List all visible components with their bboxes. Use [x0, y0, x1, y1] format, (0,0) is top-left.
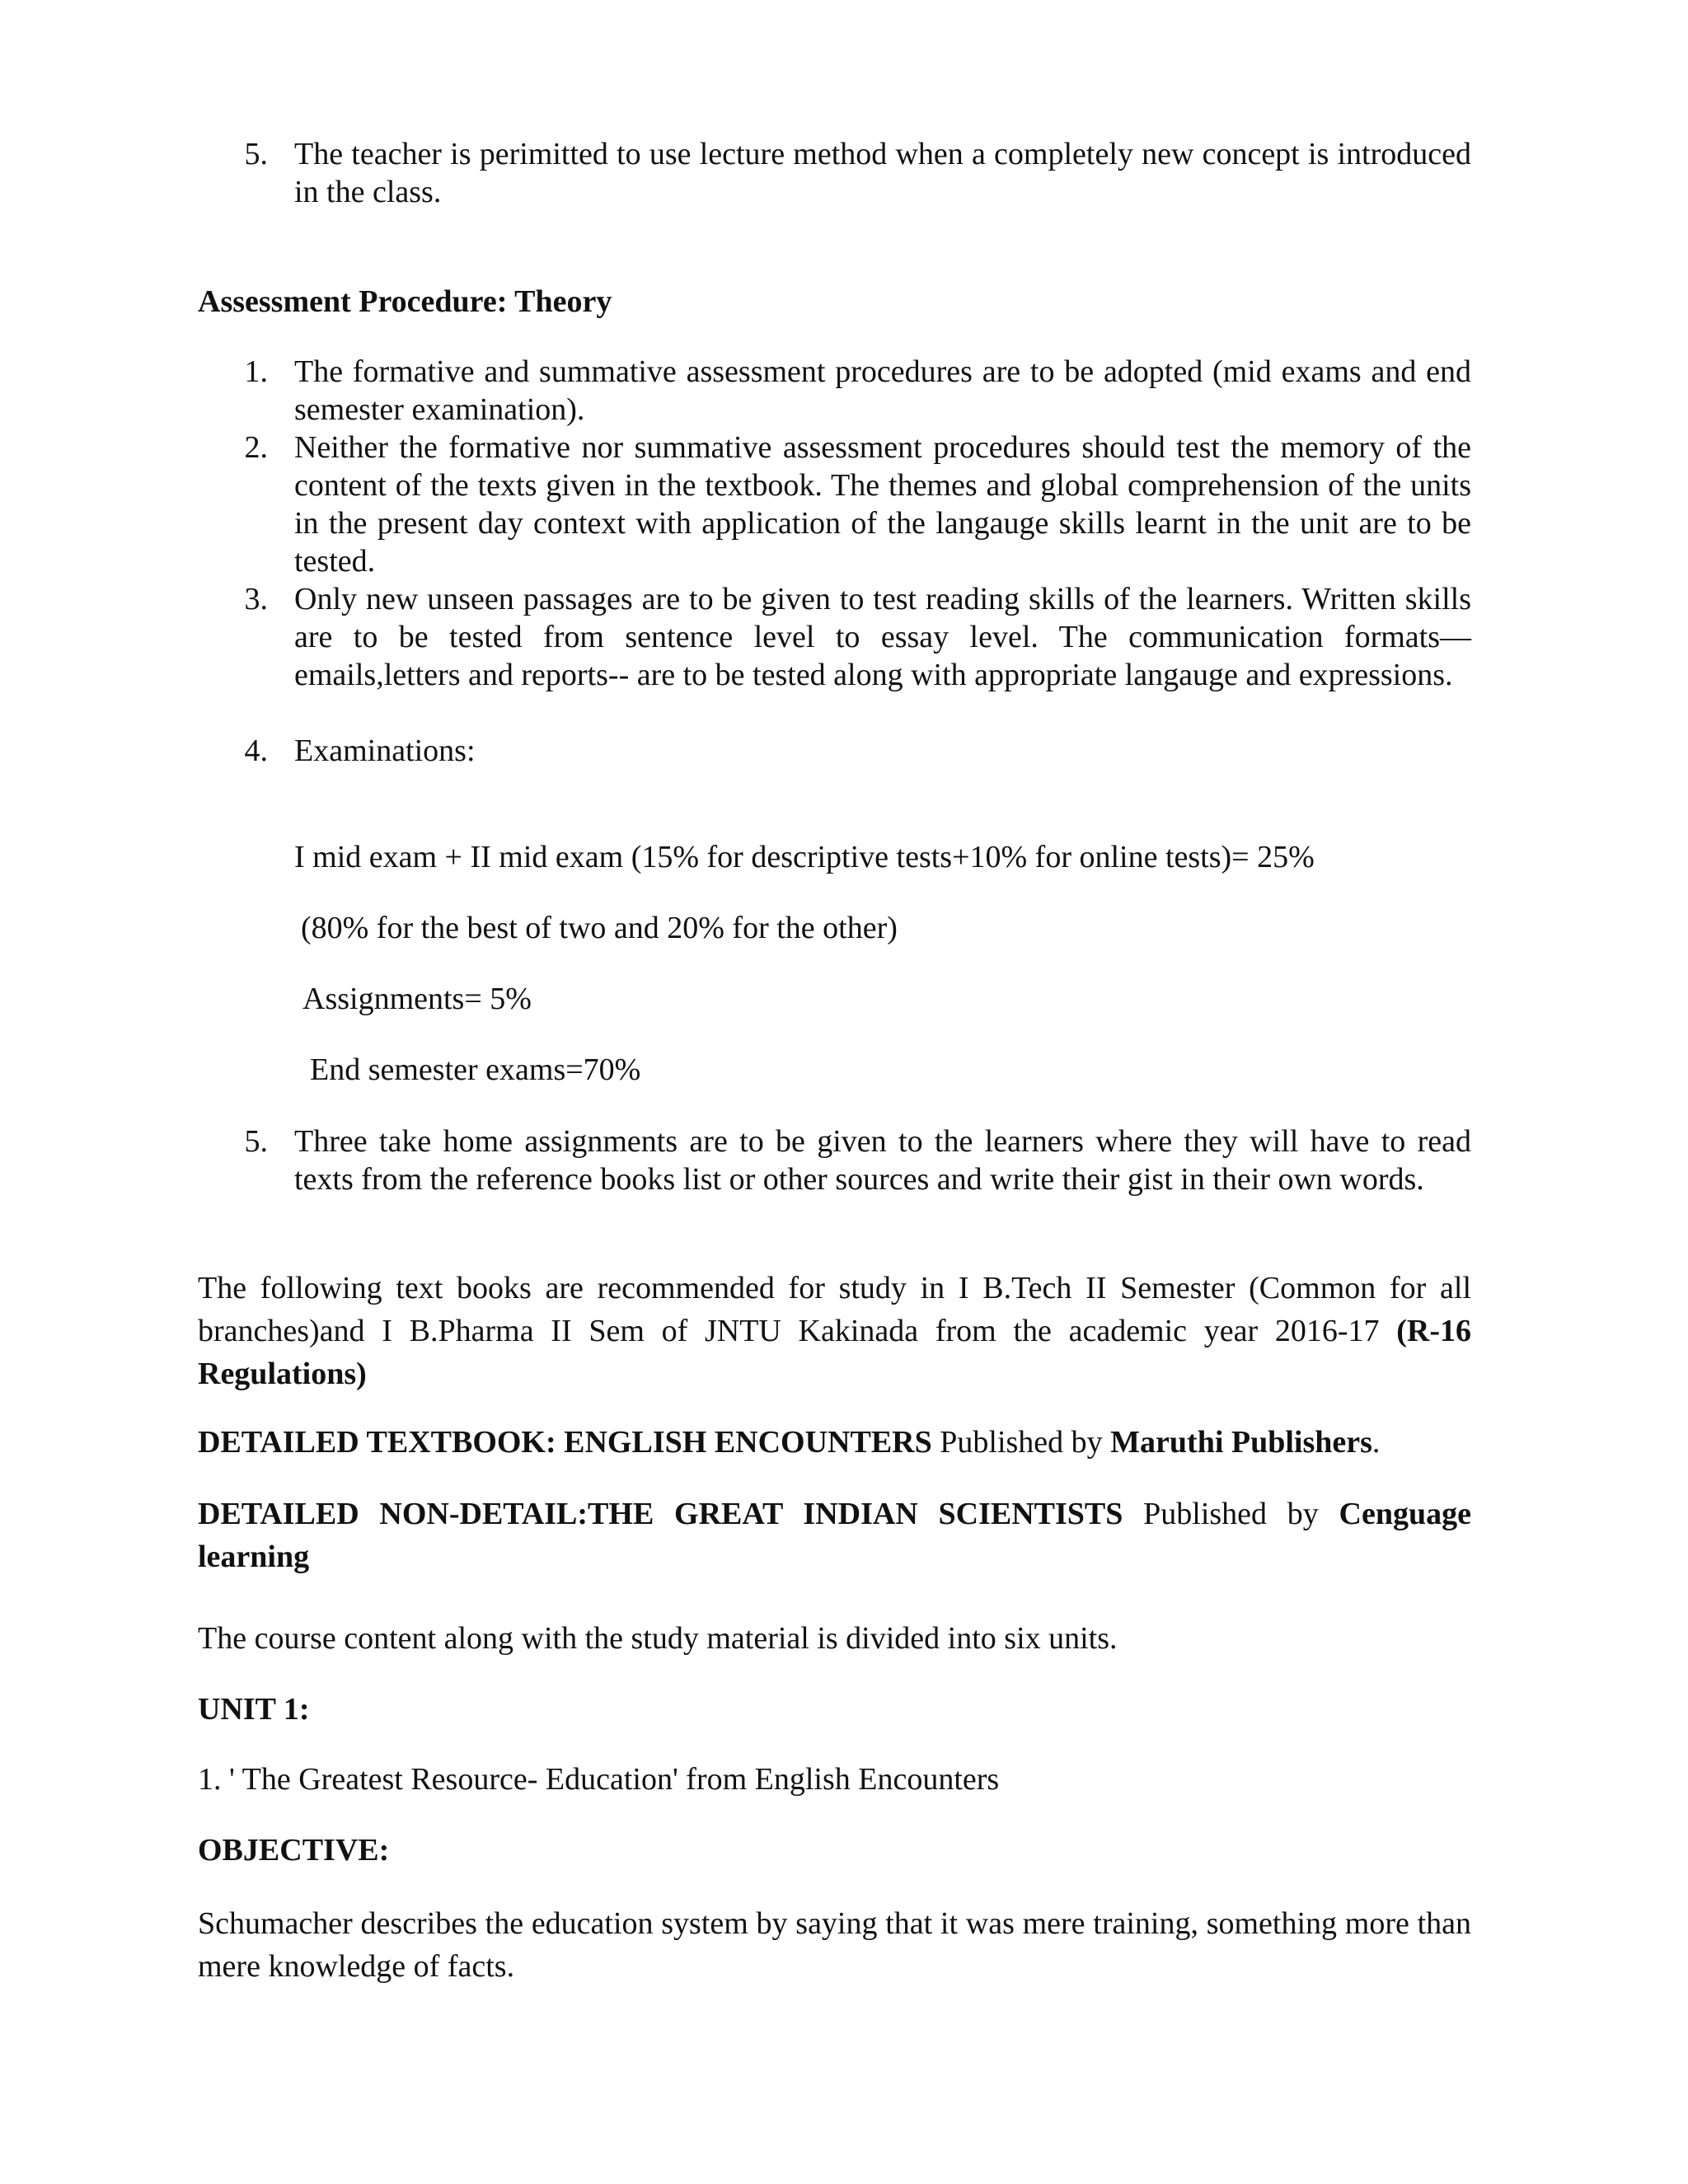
exam-line-end-semester: End semester exams=70%	[310, 1052, 641, 1087]
list-item-text: Neither the formative nor summative assessment procedures should test the memory of the content of the texts given in the textbook. The themes and global comprehension of the units in the present day context with application of the langauge skills learnt in the unit are to be tested.	[294, 430, 1471, 579]
list-item	[198, 1122, 1471, 1236]
textbooks-intro	[198, 1267, 1471, 1395]
list-item	[198, 580, 1471, 732]
detailed-textbook	[198, 1423, 1471, 1461]
exam-line-assignments: Assignments= 5%	[302, 982, 532, 1016]
list-item	[198, 353, 1471, 429]
list-number: 1.	[244, 354, 268, 389]
unit-item: 1. ' The Greatest Resource- Education' from English Encounters	[198, 1762, 1000, 1797]
list-item-text: Only new unseen passages are to be given to test reading skills of the learners. Written skills are to be tested from sentence level to essay level. The communication formats— emails,letters and reports-- are to be tested along with appropriate langauge and expressions.	[294, 582, 1471, 692]
list-item-text: Examinations:	[294, 733, 476, 768]
exam-line-mid: I mid exam + II mid exam (15% for descriptive tests+10% for online tests)= 25%	[294, 840, 1315, 874]
exam-line-weighting: (80% for the best of two and 20% for the other)	[301, 911, 898, 945]
textbooks-intro-text: The following text books are recommended for study in I B.Tech II Semester (Common for all branches)and I B.Pharma II Sem of JNTU Kakinada from the academic year 2016-17	[198, 1271, 1471, 1348]
list-item-text: Three take home assignments are to be given to the learners where they will have to read texts from the reference books list or other sources and write their gist in their own words.	[294, 1124, 1471, 1197]
regulations-label: (R-16 Regulations)	[198, 1314, 1472, 1391]
published-by-text: Published by	[1123, 1497, 1339, 1531]
detailed-textbook-label: DETAILED TEXTBOOK: ENGLISH ENCOUNTERS	[198, 1425, 932, 1460]
units-line: The course content along with the study material is divided into six units.	[198, 1621, 1118, 1656]
list-number: 3.	[244, 582, 268, 616]
published-by-text: Published by	[931, 1425, 1111, 1460]
list-item	[198, 429, 1471, 580]
assessment-list	[198, 353, 1471, 770]
list-item-text: The teacher is perimitted to use lecture method when a completely new concept is introduced in the class.	[294, 137, 1471, 209]
unit-heading: UNIT 1:	[198, 1692, 310, 1727]
non-detail-label: DETAILED NON-DETAIL:THE GREAT INDIAN SCIENTISTS	[198, 1497, 1123, 1531]
list-item	[198, 732, 1471, 770]
period: .	[1372, 1425, 1381, 1460]
objective-heading: OBJECTIVE:	[198, 1833, 390, 1868]
list-number: 4.	[244, 733, 268, 768]
detailed-publisher: Maruthi Publishers	[1110, 1425, 1372, 1460]
assessment-heading: Assessment Procedure: Theory	[198, 284, 612, 319]
list-number: 5.	[244, 1124, 268, 1159]
objective-text: Schumacher describes the education system by saying that it was mere training, something more than mere knowledge of facts.	[198, 1906, 1471, 1984]
non-detail-publisher: Cenguage learning	[198, 1497, 1471, 1574]
list-number: 2.	[244, 430, 268, 465]
teaching-note	[198, 135, 1471, 211]
list-item-text: The formative and summative assessment procedures are to be adopted (mid exams and end semester examination).	[294, 354, 1471, 427]
list-number: 5.	[244, 137, 268, 171]
non-detail-textbook	[198, 1493, 1471, 1578]
